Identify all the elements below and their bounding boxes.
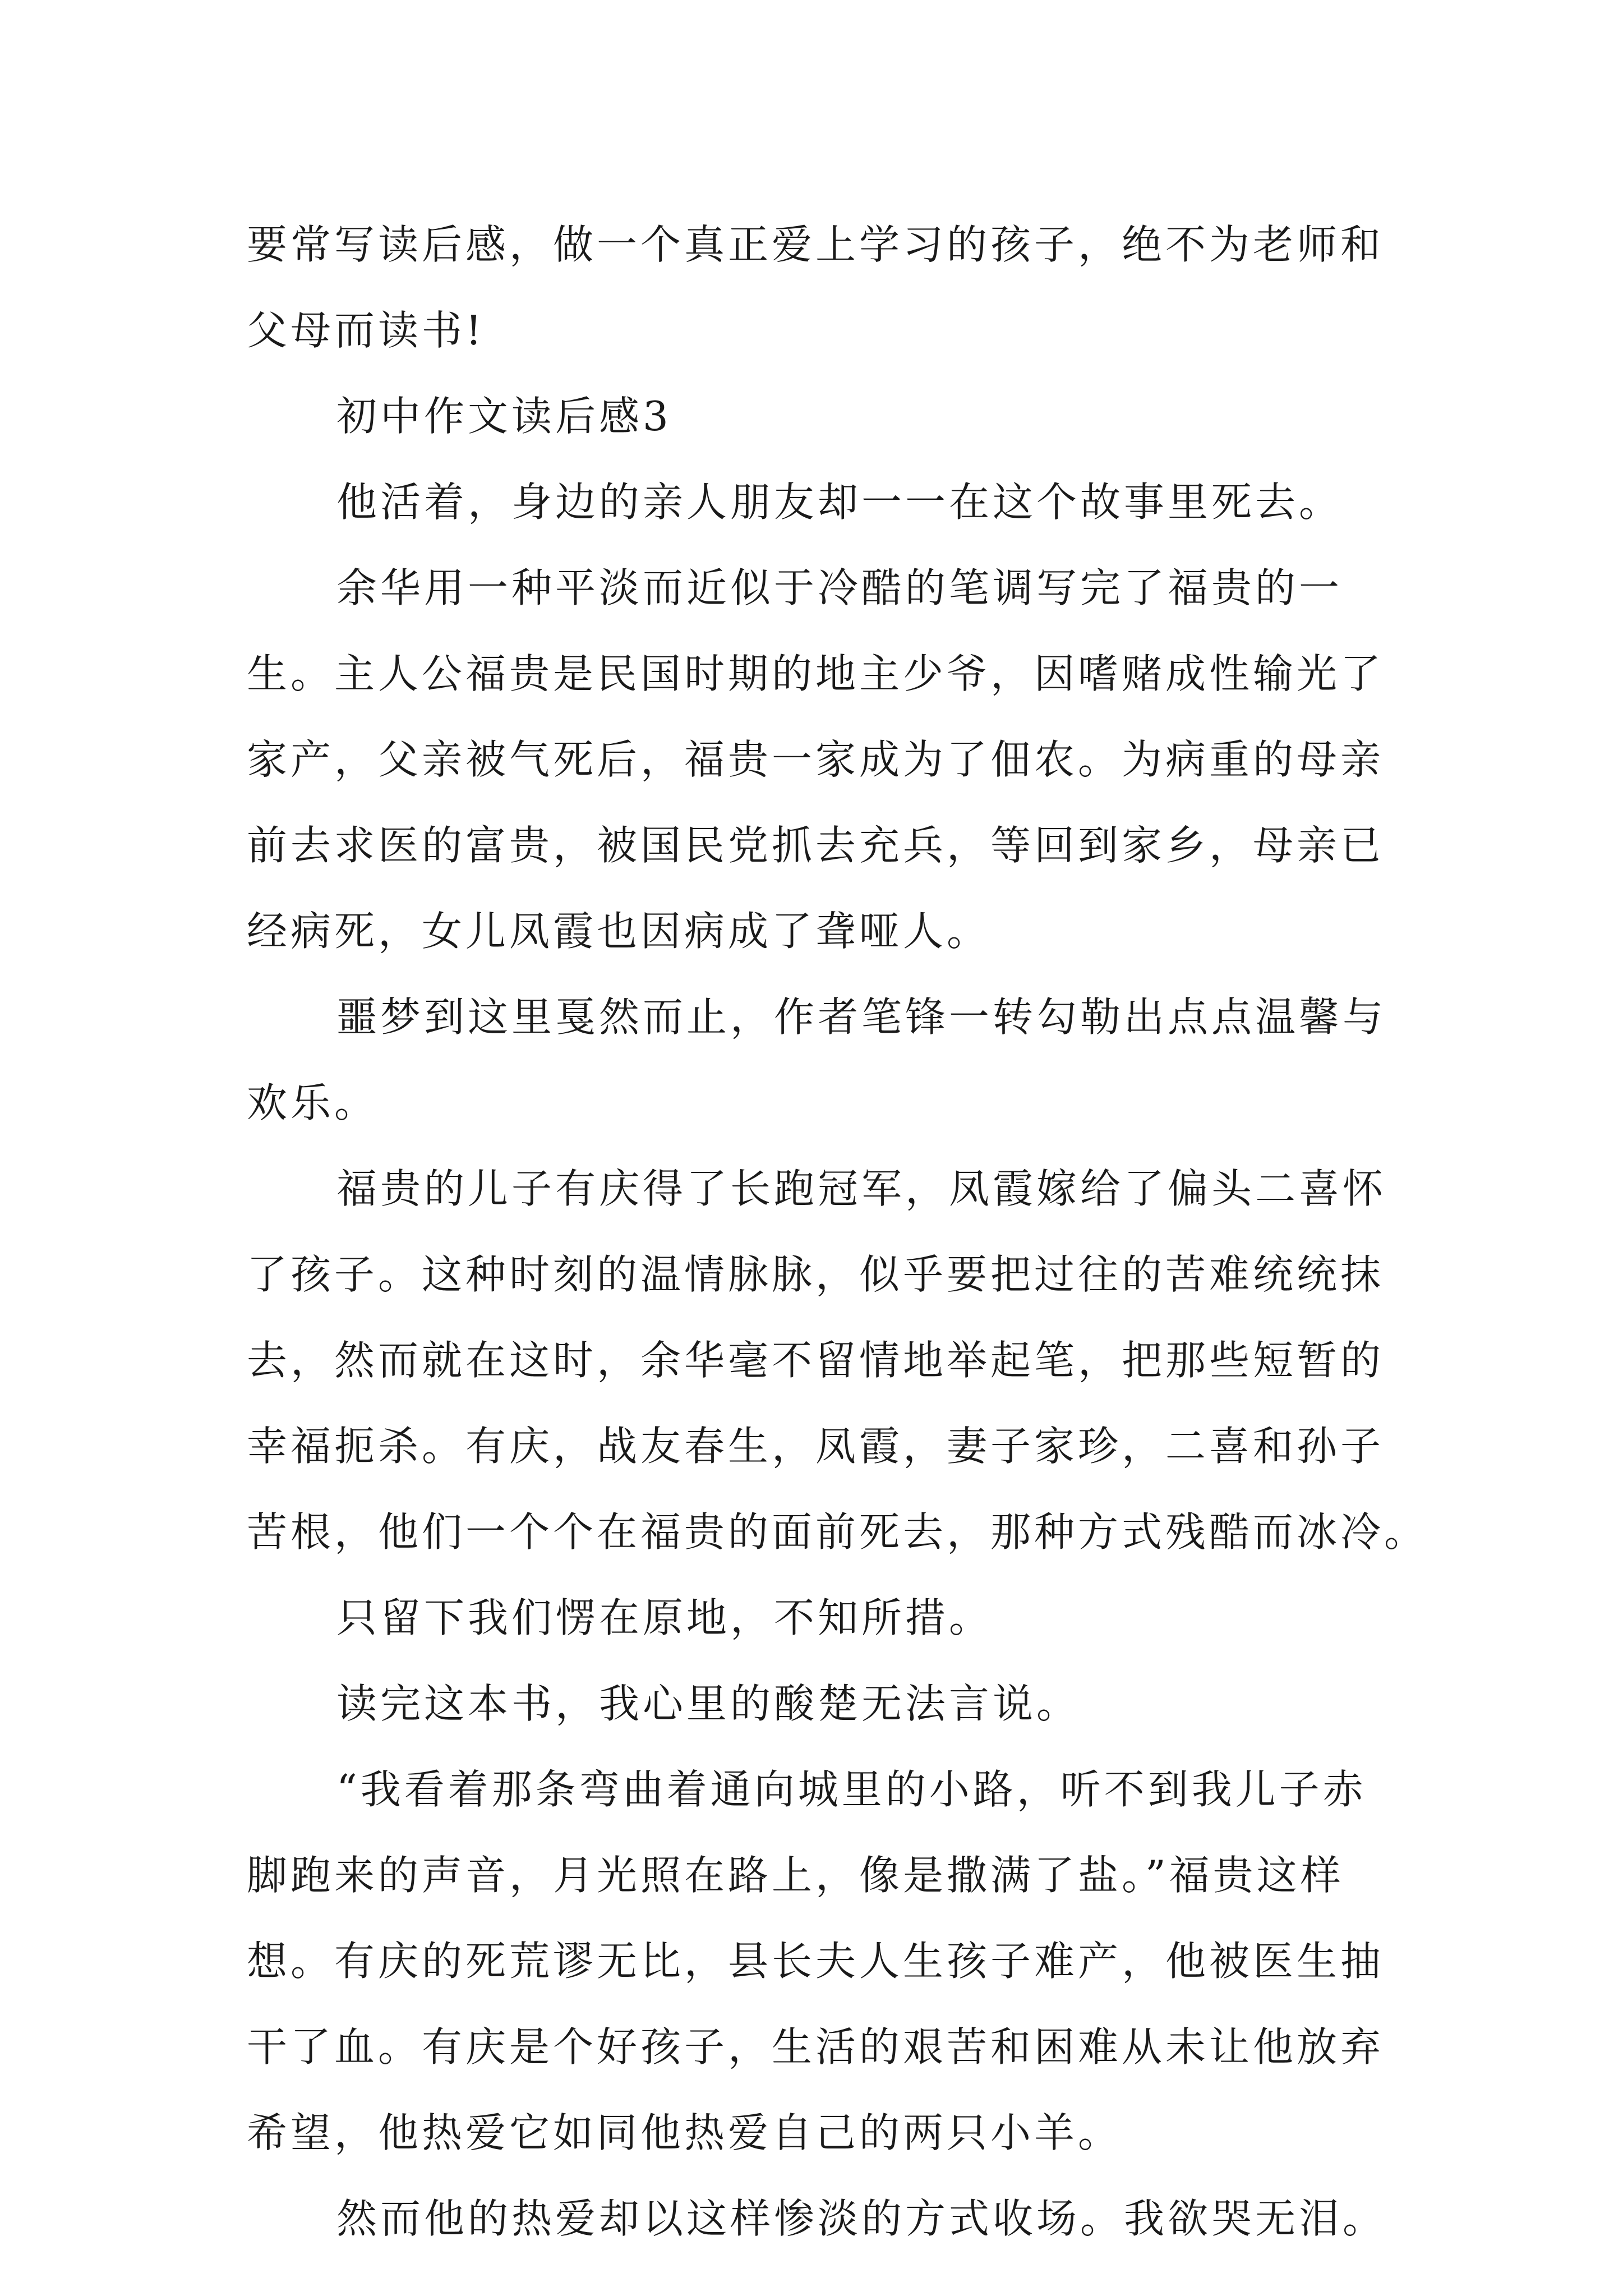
text-line: 要常写读后感，做一个真正爱上学习的孩子，绝不为老师和	[247, 221, 1385, 268]
text-line: 然而他的热爱却以这样惨淡的方式收场。我欲哭无泪。	[336, 2195, 1387, 2242]
text-line: 家产，父亲被气死后，福贵一家成为了佃农。为病重的母亲	[247, 736, 1385, 783]
text-line: 福贵的儿子有庆得了长跑冠军，凤霞嫁给了偏头二喜怀	[336, 1165, 1387, 1212]
text-line: 噩梦到这里戛然而止，作者笔锋一转勾勒出点点温馨与	[336, 993, 1387, 1041]
text-line: 经病死，女儿凤霞也因病成了聋哑人。	[247, 908, 991, 955]
text-line: 父母而读书!	[247, 307, 485, 354]
text-line: 去，然而就在这时，余华毫不留情地举起笔，把那些短暂的	[247, 1337, 1385, 1384]
text-line: 想。有庆的死荒谬无比，县长夫人生孩子难产，他被医生抽	[247, 1938, 1385, 1985]
text-line: 他活着，身边的亲人朋友却一一在这个故事里死去。	[336, 478, 1343, 526]
text-line: 幸福扼杀。有庆，战友春生，凤霞，妻子家珍，二喜和孙子	[247, 1423, 1385, 1470]
text-line: 了孩子。这种时刻的温情脉脉，似乎要把过往的苦难统统抹	[247, 1251, 1385, 1298]
text-line: 脚跑来的声音，月光照在路上，像是撒满了盐。”福贵这样	[247, 1852, 1344, 1899]
text-line: 希望，他热爱它如同他热爱自己的两只小羊。	[247, 2109, 1122, 2156]
essay-text	[247, 202, 1428, 2262]
text-line: 前去求医的富贵，被国民党抓去充兵，等回到家乡，母亲已	[247, 822, 1385, 869]
section-heading: 初中作文读后感3	[336, 393, 672, 440]
text-line: “我看着那条弯曲着通向城里的小路，听不到我儿子赤	[336, 1766, 1367, 1813]
text-line: 读完这本书，我心里的酸楚无法言说。	[336, 1680, 1081, 1727]
text-line: 苦根，他们一个个在福贵的面前死去，那种方式残酷而冰冷。	[247, 1508, 1428, 1556]
text-line: 欢乐。	[247, 1079, 379, 1126]
text-line: 只留下我们愣在原地，不知所措。	[336, 1594, 993, 1641]
text-line: 干了血。有庆是个好孩子，生活的艰苦和困难从未让他放弃	[247, 2023, 1385, 2070]
text-line: 余华用一种平淡而近似于冷酷的笔调写完了福贵的一	[336, 564, 1343, 611]
text-line: 生。主人公福贵是民国时期的地主少爷，因嗜赌成性输光了	[247, 650, 1385, 697]
